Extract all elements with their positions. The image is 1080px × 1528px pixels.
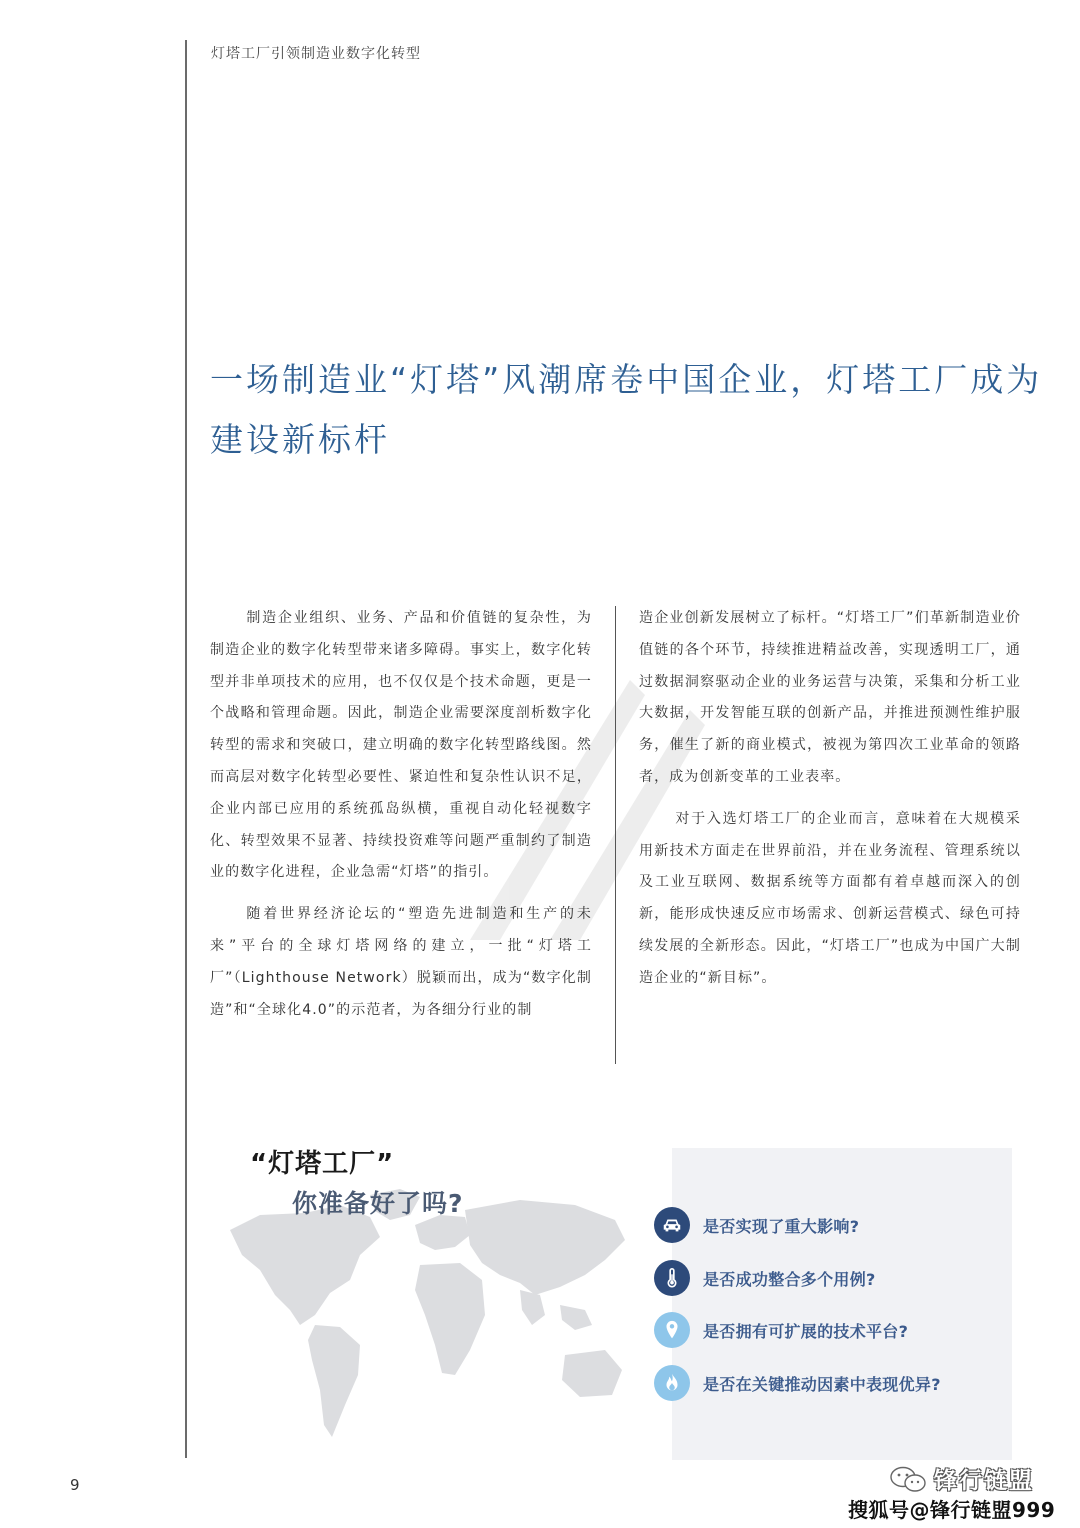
left-margin-rule [185,40,187,1458]
thermometer-icon [654,1260,690,1296]
location-pin-icon [654,1312,690,1348]
paragraph: 对于入选灯塔工厂的企业而言，意味着在大规模采用新技术方面走在世界前沿，并在业务流程、管理系统以及工业互联网、数据系统等方面都有着卓越而深入的创新，能形成快速反应市场需求、创新运营模式、绿色可持续发展的全新形态。因此，“灯塔工厂”也成为中国广大制造企业的“新目标”。 [639,810,1021,986]
flame-icon [654,1365,690,1401]
question-item [654,1312,908,1348]
paragraph: 造企业创新发展树立了标杆。“灯塔工厂”们革新制造业价值链的各个环节，持续推进精益改善，实现透明工厂，通过数据洞察驱动企业的业务运营与决策，采集和分析工业大数据，开发智能互联的创新产品，并推进预测性维护服务，催生了新的商业模式，被视为第四次工业革命的领路者，成为创新变革的工业表率。 [639,610,1021,785]
question-text: 是否实现了重大影响? [703,1216,860,1236]
brand-watermark [888,1462,1034,1495]
body-column-left [210,603,592,1036]
question-text: 是否成功整合多个用例? [703,1269,876,1289]
paragraph: 随着世界经济论坛的“塑造先进制造和生产的未来”平台的全球灯塔网络的建立，一批“灯塔工厂”（Lighthouse Network）脱颖而出，成为“数字化制造”和“全球化4.0”的示范者，为各细分行业的制 [210,906,592,1018]
question-item [654,1207,859,1243]
question-text: 是否拥有可扩展的技术平台? [703,1321,909,1341]
body-column-right [639,603,1021,1005]
promo-heading-line2: 你准备好了吗? [292,1189,464,1218]
question-text: 是否在关键推动因素中表现优异? [703,1374,941,1394]
brand-name: 锋行链盟 [934,1468,1034,1494]
column-divider [615,606,616,1064]
question-panel [672,1148,1012,1460]
page-title: 一场制造业“灯塔”风潮席卷中国企业，灯塔工厂成为建设新标杆 [210,360,1043,459]
promo-heading-line1: “灯塔工厂” [250,1149,395,1179]
sohu-attribution: 搜狐号@锋行链盟999 [848,1498,1056,1522]
running-header: 灯塔工厂引领制造业数字化转型 [211,46,421,62]
page-number: 9 [70,1476,80,1494]
question-item [654,1260,876,1296]
wechat-icon [888,1464,928,1494]
paragraph: 制造企业组织、业务、产品和价值链的复杂性，为制造企业的数字化转型带来诸多障碍。事实上，数字化转型并非单项技术的应用，也不仅仅是个技术命题，更是一个战略和管理命题。因此，制造企业需要深度剖析数字化转型的需求和突破口，建立明确的数字化转型路线图。然而高层对数字化转型必要性、紧迫性和复杂性认识不足，企业内部已应用的系统孤岛纵横，重视自动化轻视数字化、转型效果不显著、持续投资难等问题严重制约了制造业的数字化进程，企业急需“灯塔”的指引。 [210,610,592,881]
question-item [654,1365,941,1401]
car-icon [654,1207,690,1243]
